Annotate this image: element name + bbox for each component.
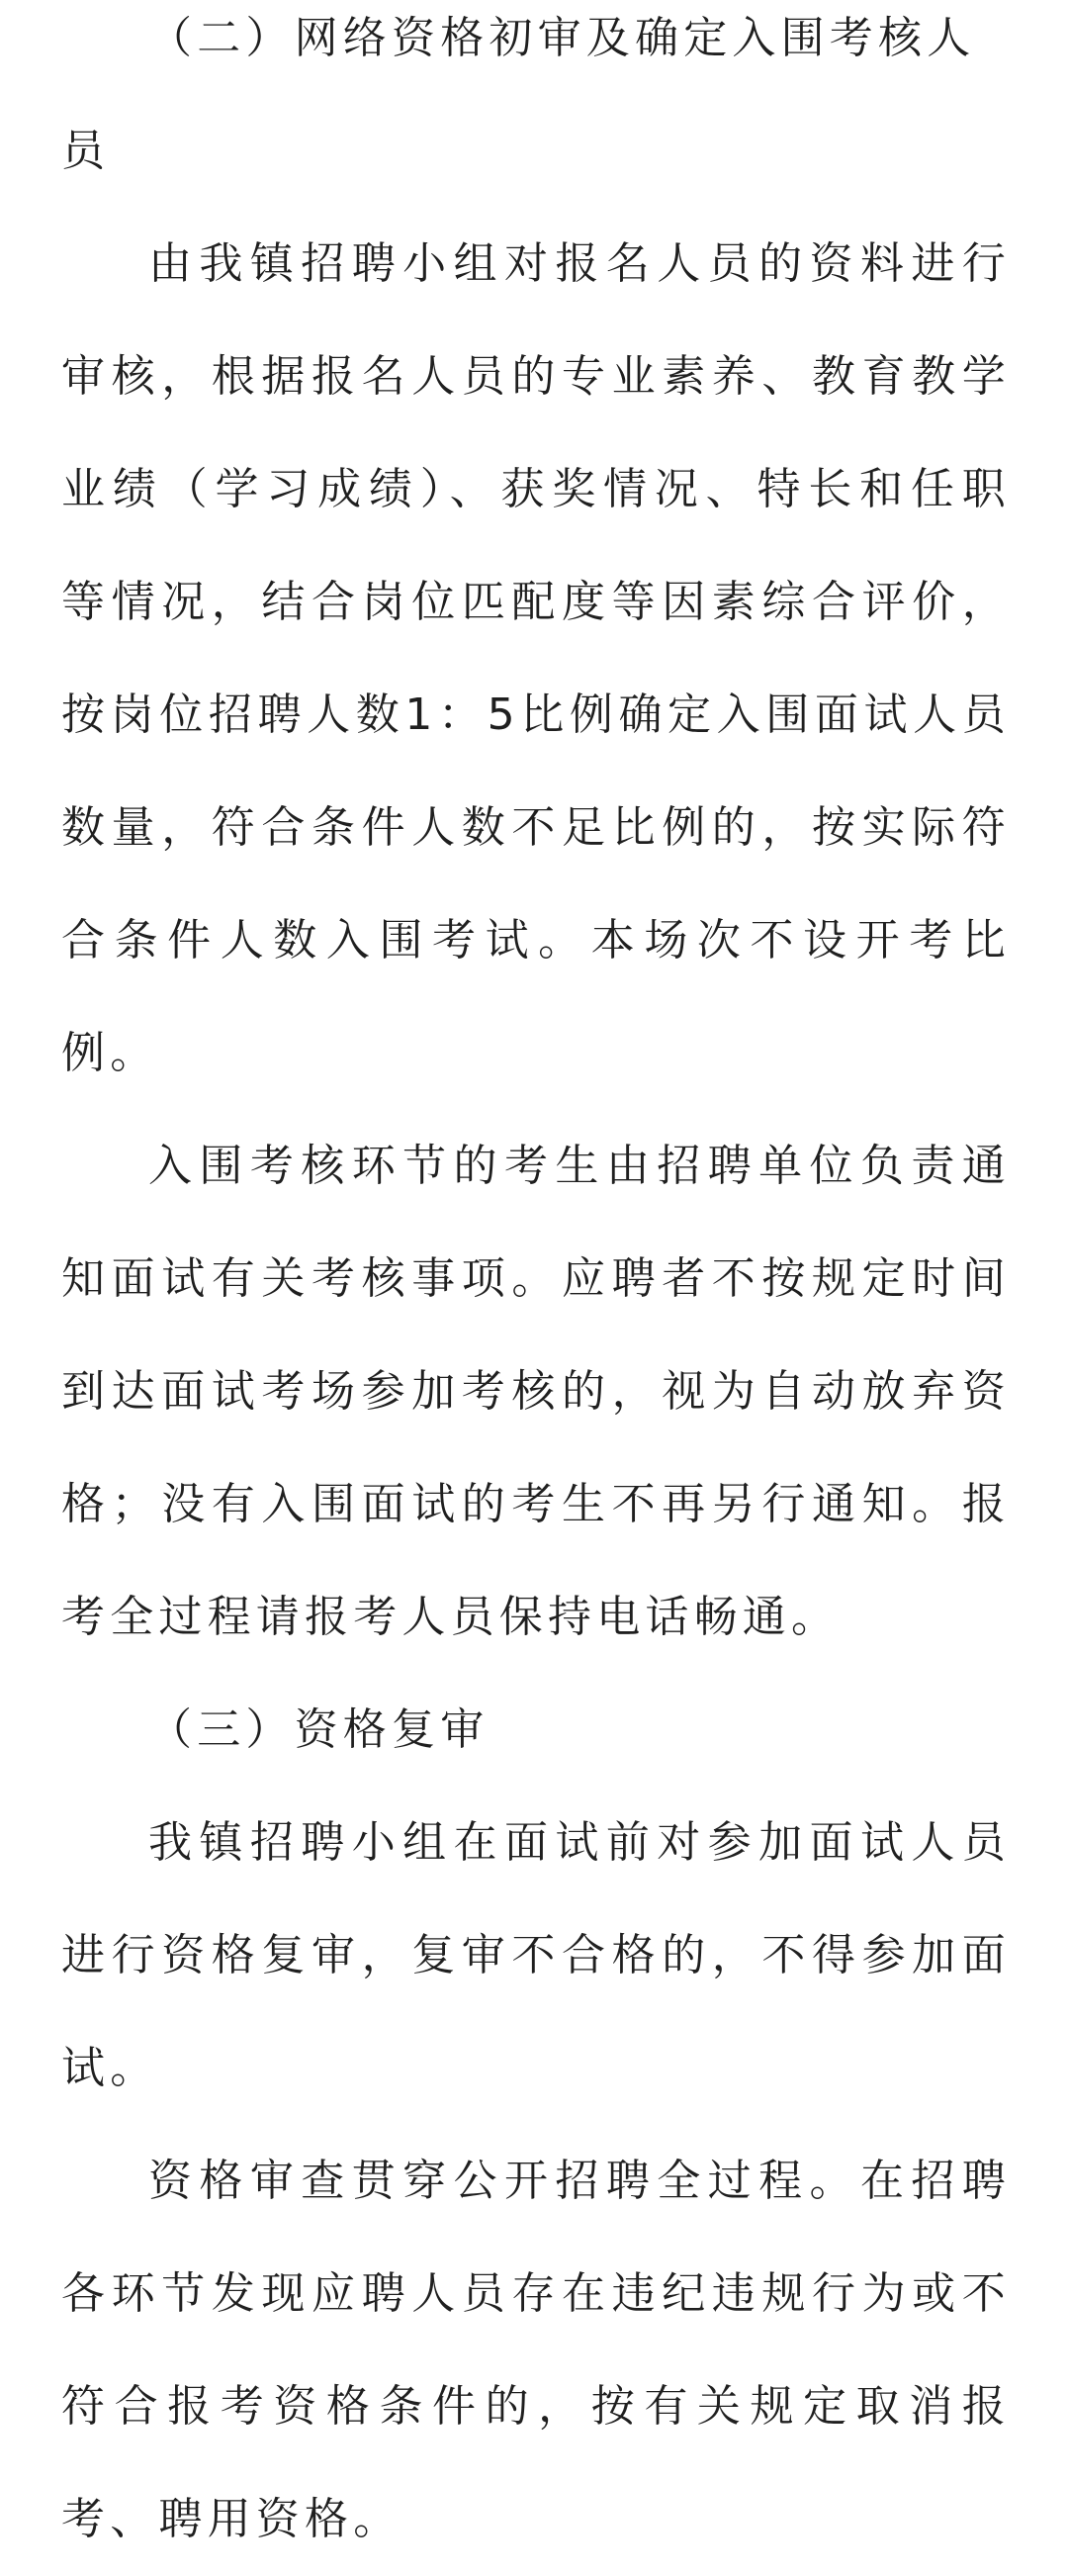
paragraph-full-process-review: 资格审查贯穿公开招聘全过程。在招聘各环节发现应聘人员存在违纪违规行为或不符合报考资格条件的，按有关规定取消报考、聘用资格。	[61, 2156, 1011, 2544]
section-heading-2: （二）网络资格初审及确定入围考核人员	[61, 13, 976, 176]
paragraph-interview-notice: 入围考核环节的考生由招聘单位负责通知面试有关考核事项。应聘者不按规定时间到达面试考场参加考核的，视为自动放弃资格；没有入围面试的考生不再另行通知。报考全过程请报考人员保持电话畅通。	[61, 1141, 1011, 1642]
paragraph-re-examination: 我镇招聘小组在面试前对参加面试人员进行资格复审，复审不合格的，不得参加面试。	[61, 1817, 1011, 2093]
paragraph-preliminary-review: 由我镇招聘小组对报名人员的资料进行审核，根据报名人员的专业素养、教育教学业绩（学习成绩）、获奖情况、特长和任职等情况，结合岗位匹配度等因素综合评价，按岗位招聘人数1：5比例确定入围面试人员数量，符合条件人数不足比例的，按实际符合条件人数入围考试。本场次不设开考比例。	[61, 238, 1011, 1078]
section-heading-3: （三）资格复审	[148, 1704, 490, 1755]
article-body	[61, 0, 1011, 2576]
